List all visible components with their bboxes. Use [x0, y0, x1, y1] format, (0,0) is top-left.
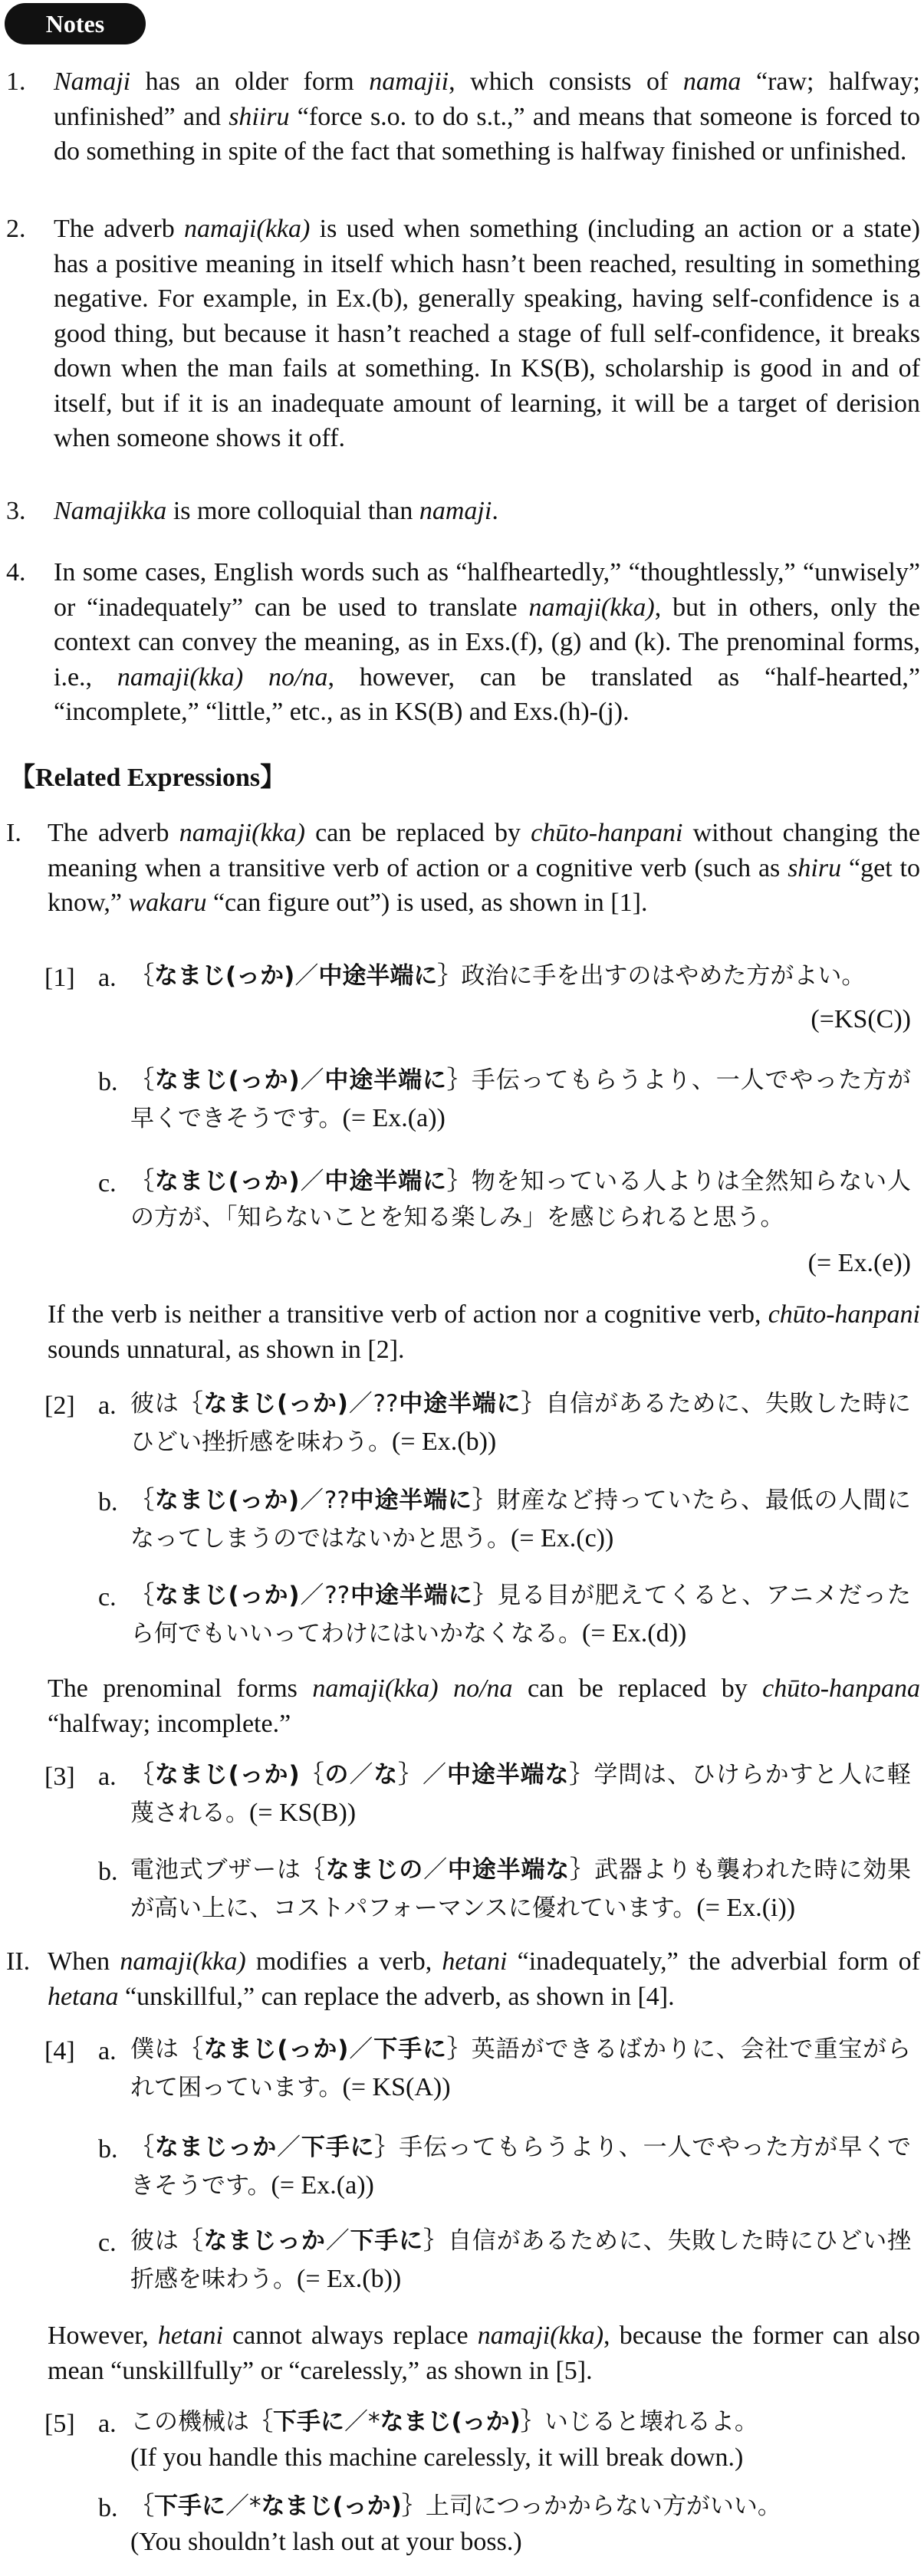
example-label: a. — [98, 1392, 117, 1420]
example-label: c. — [98, 1169, 117, 1198]
example-text: ｛なまじっか／下手に｝手伝ってもらうより、一人でやった方が早くできそうです。(= Ex.(a)) — [130, 2134, 912, 2200]
note-1 — [6, 64, 920, 169]
example-label: c. — [98, 1583, 117, 1612]
example-text: ｛下手に／*なまじ(っか)｝上司につっかからない方がいい。 — [130, 2492, 781, 2520]
note-number: 4. — [6, 558, 26, 586]
example-text: この機械は｛下手に／*なまじ(っか)｝いじると壊れるよ。 — [130, 2408, 758, 2436]
section-2 — [6, 1944, 920, 2014]
note-text: Namaji has an older form namajii, which consists of nama “raw; halfway; unfinished” and shiiru “force s.o. to do s.t.,” and means that someone is forced to do something in spite of the fact that something is halfway finished or unfinished. — [54, 67, 921, 166]
example-2b — [98, 1483, 911, 1559]
example-text: 彼は｛なまじ(っか)／??中途半端に｝自信があるために、失敗した時にひどい挫折感を味わう。(= Ex.(b)) — [130, 1390, 911, 1457]
example-group-label: [1] — [44, 964, 75, 992]
example-1b — [98, 1063, 911, 1138]
example-label: a. — [98, 964, 117, 992]
example-label: b. — [98, 1488, 118, 1516]
example-label: b. — [98, 2135, 118, 2164]
example-label: a. — [98, 2037, 117, 2065]
example-label: a. — [98, 2410, 117, 2438]
example-label: b. — [98, 1858, 118, 1886]
example-4c — [98, 2223, 911, 2299]
section-1 — [6, 816, 920, 921]
example-ref: (= Ex.(e)) — [807, 1249, 911, 1277]
notes-badge: Notes — [5, 3, 146, 44]
example-text: 僕は｛なまじ(っか)／下手に｝英語ができるばかりに、会社で重宝がられて困っています。(= KS(A)) — [130, 2036, 912, 2102]
example-group-label: [2] — [44, 1392, 75, 1420]
example-label: b. — [98, 1068, 118, 1096]
example-text: ｛なまじ(っか)｛の／な｝／中途半端な｝学問は、ひけらかすと人に軽蔑される。(= KS(B)) — [130, 1761, 912, 1828]
note-3 — [6, 494, 920, 529]
section-text: When namaji(kka) modifies a verb, hetani “inadequately,” the adverbial form of hetana “unskillful,” can replace the adverb, as shown in [4]. — [48, 1947, 920, 2011]
note-text: Namajikka is more colloquial than namaji. — [54, 497, 498, 525]
example-5a — [44, 2404, 911, 2476]
example-group-label: [3] — [44, 1763, 75, 1791]
note-4 — [6, 555, 920, 730]
paragraph-1: If the verb is neither a transitive verb of action nor a cognitive verb, chūto-hanpani sounds unnatural, as shown in [2]. — [48, 1300, 920, 1364]
example-3a — [44, 1757, 911, 1833]
example-5b — [98, 2489, 911, 2560]
note-2 — [6, 212, 920, 456]
example-1a — [44, 958, 911, 1033]
example-text: ｛なまじ(っか)／中途半端に｝政治に手を出すのはやめた方がよい。 — [130, 962, 866, 990]
note-number: 1. — [6, 67, 26, 96]
section-number: II. — [6, 1947, 31, 1976]
example-4b — [98, 2130, 911, 2206]
paragraph-3: However, hetani cannot always replace namaji(kka), because the former can also mean “unskillfully” or “carelessly,” as shown in [5]. — [48, 2321, 920, 2385]
paragraph-2: The prenominal forms namaji(kka) no/na can be replaced by chūto-hanpana “halfway; incomplete.” — [48, 1674, 921, 1738]
note-text: In some cases, English words such as “halfheartedly,” “thoughtlessly,” “unwisely” or “inadequately” can be used to translate namaji(kka), but in others, only the context can convey the meaning, as in Exs.(f), (g) and (k). The prenominal forms, i.e., namaji(kka) no/na, however, can be translated as “half-hearted,” “incomplete,” “little,” etc., as in KS(B) and Exs.(h)-(j). — [54, 558, 920, 727]
note-number: 3. — [6, 497, 26, 525]
example-label: a. — [98, 1763, 117, 1791]
example-text: 電池式ブザーは｛なまじの／中途半端な｝武器よりも襲われた時に効果が高い上に、コストパフォーマンスに優れています。(= Ex.(i)) — [130, 1856, 912, 1923]
example-text: 彼は｛なまじっか／下手に｝自信があるために、失敗した時にひどい挫折感を味わう。(= Ex.(b)) — [130, 2227, 912, 2294]
note-text: The adverb namaji(kka) is used when something (including an action or a state) has a positive meaning in itself which hasn’t been reached, resulting in something negative. For example, in Ex.(b), generally speaking, having self-confidence is a good thing, but because it hasn’t reached a stage of full self-confidence, it breaks down when the man fails at something. In KS(B), scholarship is good in and of itself, but if it is an inadequate amount of learning, it will be a target of derision when someone shows it off. — [54, 215, 920, 453]
example-3b — [98, 1852, 911, 1928]
example-group-label: [4] — [44, 2037, 75, 2065]
example-2a — [44, 1386, 911, 1462]
example-label: c. — [98, 2229, 117, 2257]
example-text: ｛なまじ(っか)／??中途半端に｝財産など持っていたら、最低の人間になってしまうのではないかと思う。(= Ex.(c)) — [130, 1487, 911, 1553]
related-expressions-heading: 【Related Expressions】 — [9, 764, 287, 792]
section-number: I. — [6, 819, 21, 847]
note-number: 2. — [6, 215, 26, 243]
example-text: ｛なまじ(っか)／中途半端に｝手伝ってもらうより、一人でやった方が早くできそうです。(= Ex.(a)) — [130, 1066, 912, 1133]
example-translation: (If you handle this machine carelessly, it will break down.) — [130, 2443, 744, 2472]
example-text: ｛なまじ(っか)／??中途半端に｝見る目が肥えてくると、アニメだったら何でもいいってわけにはいかなくなる。(= Ex.(d)) — [130, 1582, 912, 1648]
example-4a — [44, 2032, 911, 2108]
section-text: The adverb namaji(kka) can be replaced by chūto-hanpani without changing the meaning when a transitive verb of action or a cognitive verb (such as shiru “get to know,” wakaru “can figure out”) is used, as shown in [1]. — [48, 819, 921, 918]
example-ref: (=KS(C)) — [811, 1005, 911, 1033]
example-label: b. — [98, 2494, 118, 2522]
example-group-label: [5] — [44, 2410, 75, 2438]
example-text: ｛なまじ(っか)／中途半端に｝物を知っている人よりは全然知らない人の方が、「知らないことを知る楽しみ」を感じられると思う。 — [130, 1168, 912, 1232]
example-1c — [98, 1164, 912, 1277]
example-2c — [98, 1578, 911, 1654]
example-translation: (You shouldn’t lash out at your boss.) — [130, 2528, 522, 2557]
